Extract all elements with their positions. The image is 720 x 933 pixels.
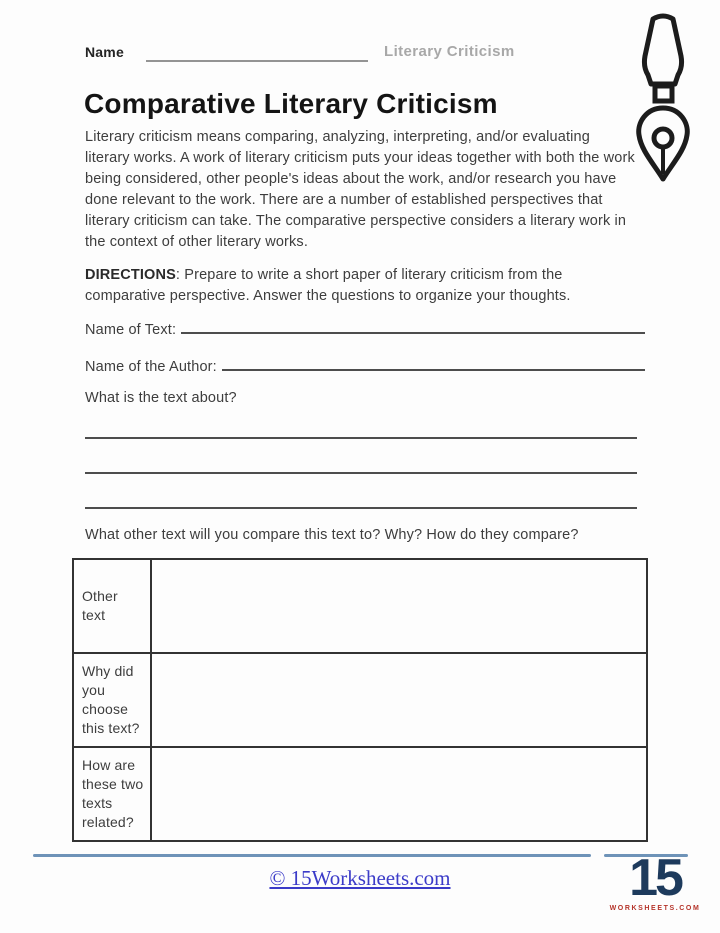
name-field-label: Name bbox=[85, 44, 124, 60]
table-row-why-choose bbox=[73, 653, 647, 747]
question-text-about: What is the text about? bbox=[85, 390, 237, 406]
row-label-other-text: Other text bbox=[73, 559, 151, 653]
table-row-how-related bbox=[73, 747, 647, 841]
answer-line-2 bbox=[85, 472, 637, 474]
name-of-text-fill-line bbox=[181, 317, 645, 334]
intro-paragraph: Literary criticism means comparing, analyzing, interpreting, and/or evaluating literary works. A work of literary criticism puts your ideas together with both the work being considered, other people's ideas about the work, and/or research you have done relevant to the work. There are a number of established perspectives that literary criticism can take. The comparative perspective considers a literary work in the context of other literary works. bbox=[85, 129, 635, 250]
fifteen-worksheets-logo bbox=[608, 849, 702, 912]
name-of-author-label: Name of the Author: bbox=[85, 359, 217, 375]
name-fill-line bbox=[146, 43, 368, 62]
question-compare: What other text will you compare this text to? Why? How do they compare? bbox=[85, 527, 579, 543]
name-of-author-fill-line bbox=[222, 354, 645, 371]
answer-cell-how-related bbox=[151, 747, 647, 841]
copyright-link[interactable]: © 15Worksheets.com bbox=[269, 866, 451, 890]
logo-caption: WORKSHEETS.COM bbox=[609, 904, 701, 912]
field-name-of-text bbox=[85, 317, 645, 338]
compare-table bbox=[72, 558, 648, 842]
answer-line-3 bbox=[85, 507, 637, 509]
footer-divider-left bbox=[33, 854, 591, 857]
directions-paragraph bbox=[85, 265, 638, 307]
worksheet-topic: Literary Criticism bbox=[384, 43, 515, 60]
logo-number: 15 bbox=[629, 849, 681, 907]
field-name-of-author bbox=[85, 354, 645, 375]
directions-text: : Prepare to write a short paper of literary criticism from the comparative perspective. Answer the questions to organize your thoughts. bbox=[85, 267, 571, 304]
answer-cell-why-choose bbox=[151, 653, 647, 747]
answer-line-1 bbox=[85, 437, 637, 439]
table-row-other-text bbox=[73, 559, 647, 653]
row-label-why-choose: Why did you choose this text? bbox=[73, 653, 151, 747]
answer-cell-other-text bbox=[151, 559, 647, 653]
page-title: Comparative Literary Criticism bbox=[84, 88, 498, 119]
directions-label: DIRECTIONS bbox=[85, 267, 176, 283]
name-of-text-label: Name of Text: bbox=[85, 322, 177, 338]
row-label-how-related: How are these two texts related? bbox=[73, 747, 151, 841]
